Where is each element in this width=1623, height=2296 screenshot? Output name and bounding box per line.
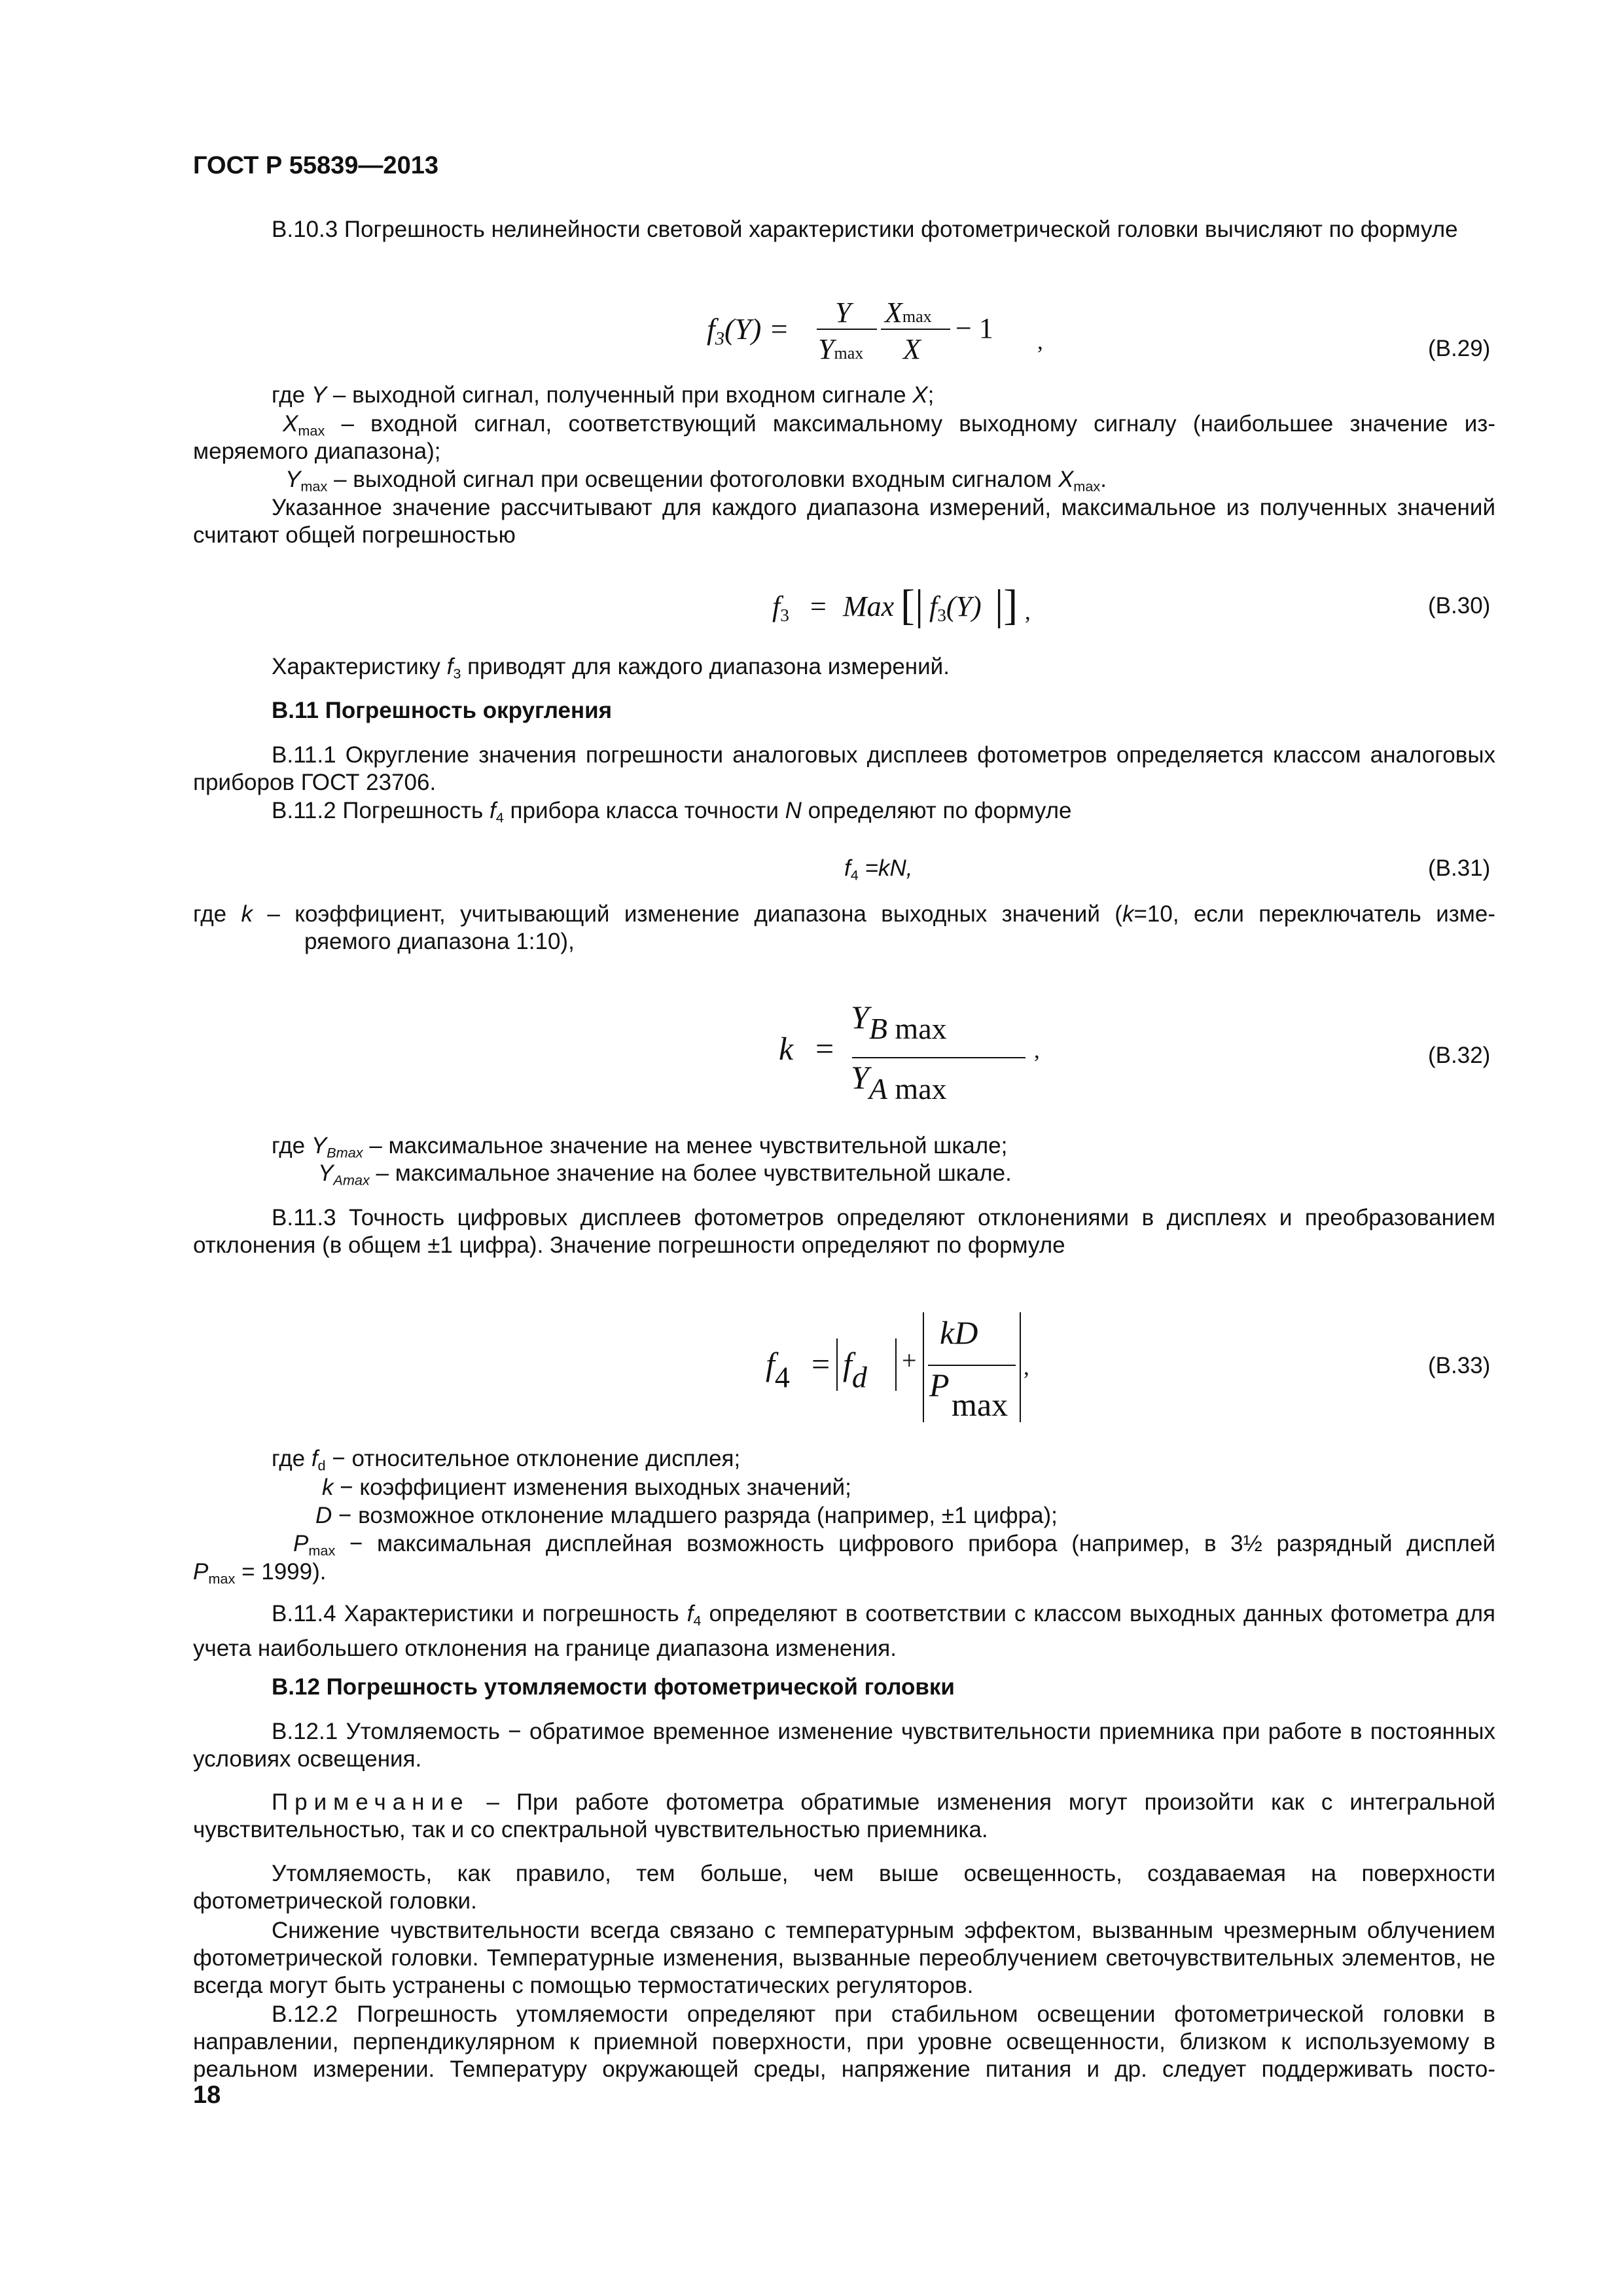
equation-b32: k = YB max YA max , xyxy=(779,999,1040,1106)
equation-number-b31: (В.31) xyxy=(1428,855,1491,881)
where-b29-line-2: $X_{max}$ – входной сигнал, соответствующий максимальному выходному сигналу (наибольшее значение из- xyxy=(283,411,1495,439)
paragraph-b12-2: В.12.2 Погрешность утомляемости определяют при стабильном освещении фотометрической головки в направлении, перпендикулярном к приемной поверхности, при уровне освещенности, близком к используемому в реальном измерении. Температуру окружающей среды, напряжение питания и др. следует поддерживать посто- xyxy=(193,2001,1495,2082)
paragraph-b11-2: В.11.2 Погрешность $f_4$ прибора класса точности N определяют по формуле xyxy=(272,798,1072,826)
eq-b30-bracket-right: |] xyxy=(995,581,1018,629)
equation-number-b29: (В.29) xyxy=(1428,336,1491,361)
paragraph-b11-3: В.11.3 Точность цифровых дисплеев фотометров определяют отклонениями в дисплеях и преобразованием отклонения (в общем ±1 цифра). Значение погрешности определяют по формуле xyxy=(193,1205,1495,1258)
eq-b29-fraction-bar-2 xyxy=(881,329,950,330)
where-b31-line-1: где k – коэффициент, учитывающий изменение диапазона выходных значений (k=10, если переключатель изме- xyxy=(193,901,1495,927)
where-b33-line-4: $P_{max}$ − максимальная дисплейная возможность цифрового прибора (например, в 3½ разрядный дисплей xyxy=(293,1531,1495,1559)
eq-b29-fraction-bar-1 xyxy=(817,329,877,330)
heading-b12: В.12 Погрешность утомляемости фотометрической головки xyxy=(272,1674,955,1700)
where-b29-line-3: $Y_{max}$ – выходной сигнал при освещении фотоголовки входным сигналом $X_{max}$. xyxy=(285,467,1107,495)
paragraph-b11-1: В.11.1 Округление значения погрешности аналоговых дисплеев фотометров определяется классом аналоговых приборов ГОСТ 23706. xyxy=(193,742,1495,795)
paragraph-b12-1: В.12.1 Утомляемость − обратимое временное изменение чувствительности приемника при работе в постоянных условиях освещения. xyxy=(193,1719,1495,1772)
where-b31-line-2: ряемого диапазона 1:10), xyxy=(304,929,575,954)
note: Примечание – При работе фотометра обратимые изменения могут произойти как с интегральной чувствительностью, так и со спектральной чувствительностью приемника. xyxy=(193,1789,1495,1842)
note-label: Примечание xyxy=(272,1789,470,1815)
eq-b33-abs-left-1 xyxy=(836,1338,838,1391)
paragraph-characteristic-f3: Характеристику $f_3$ приводят для каждого диапазона измерений. xyxy=(272,654,950,682)
where-b33-line-5: $P_{max} = 1999$). xyxy=(193,1559,327,1587)
paragraph-b11-4: В.11.4 Характеристики и погрешность $f_4$ определяют в соответствии с классом выходных данных фотометра для учета наибольшего отклонения на границе диапазона изменения. xyxy=(193,1601,1495,1661)
equation-b30: $f_3$ = Max [| $f_3(Y)$ |] , xyxy=(772,581,1031,629)
where-b32-line-2: $Y_{Amax}$ – максимальное значение на более чувствительной шкале. xyxy=(318,1160,1012,1189)
where-b29-line-1: где Y – выходной сигнал, полученный при входном сигнале X; xyxy=(272,382,935,408)
eq-b33-abs-left-2 xyxy=(923,1312,924,1422)
where-b33-line-3: D − возможное отклонение младшего разряда (например, ±1 цифра); xyxy=(315,1503,1058,1528)
equation-number-b32: (В.32) xyxy=(1428,1043,1491,1068)
document-header: ГОСТ Р 55839—2013 xyxy=(193,152,438,179)
eq-b33-abs-right-2 xyxy=(1020,1312,1021,1422)
where-b32-line-1: где $Y_{Bmax}$ – максимальное значение на менее чувствительной шкале; xyxy=(272,1133,1008,1161)
eq-b33-abs-right-1 xyxy=(895,1338,897,1391)
eq-b29-lhs: f xyxy=(707,312,715,346)
equation-b31: $f_4 =kN$, xyxy=(844,855,913,884)
where-b33-line-2: k − коэффициент изменения выходных значений; xyxy=(322,1475,851,1500)
heading-b11: В.11 Погрешность округления xyxy=(272,698,613,723)
paragraph-indicated-value: Указанное значение рассчитывают для каждого диапазона измерений, максимальное из полученных значений считают общей погрешностью xyxy=(193,495,1495,548)
equation-number-b33: (В.33) xyxy=(1428,1353,1491,1378)
paragraph-b10-3: В.10.3 Погрешность нелинейности световой характеристики фотометрической головки вычисляют по формуле xyxy=(272,217,1458,242)
paragraph-fatigue: Утомляемость, как правило, тем больше, чем выше освещенность, создаваемая на поверхности фотометрической головки. xyxy=(193,1861,1495,1914)
equation-number-b30: (В.30) xyxy=(1428,593,1491,619)
page-number: 18 xyxy=(193,2081,221,2109)
paragraph-sensitivity-decrease: Снижение чувствительности всегда связано с температурным эффектом, вызванным чрезмерным облучением фотометрической головки. Температурные изменения, вызванные переоблучением светочувствительных элементов, не всегда могут быть устранены с помощью термостатических регуляторов. xyxy=(193,1918,1495,1998)
equation-b33: f4 = fd + kD P max , xyxy=(766,1312,1041,1424)
eq-b30-bracket-left: [| xyxy=(901,581,924,629)
where-b33-line-1: где $f_d$ − относительное отклонение дисплея; xyxy=(272,1446,741,1474)
where-b29-line-2-cont: меряемого диапазона); xyxy=(193,439,441,464)
equation-b29: $f_3(Y)$ = Y Ymax Xmax X − 1 , xyxy=(707,296,1043,365)
